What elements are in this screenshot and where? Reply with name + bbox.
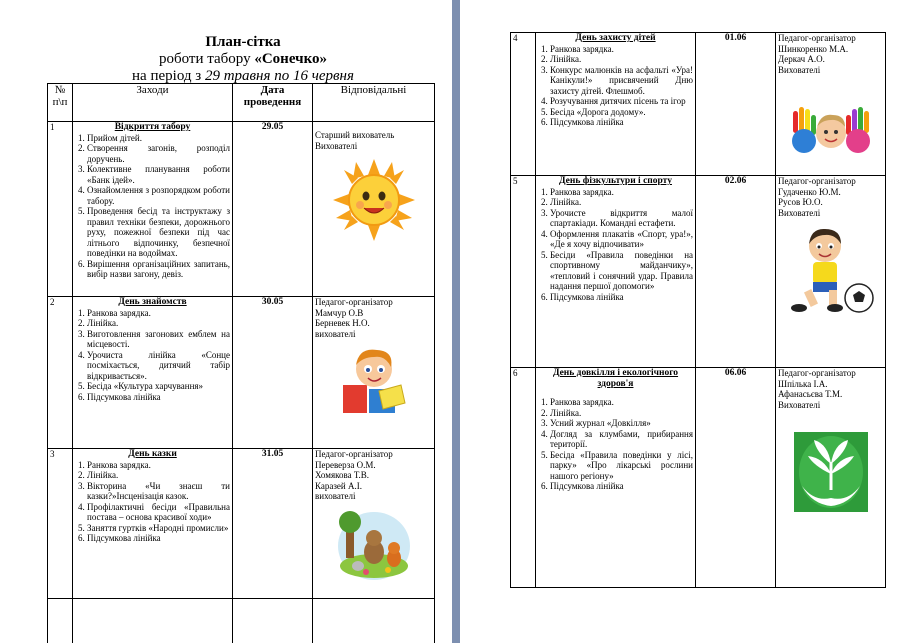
list-item: 2. Лінійка. <box>550 197 693 208</box>
list-item: 1. Ранкова зарядка. <box>550 44 693 55</box>
table-row-empty <box>48 599 435 643</box>
responsible-line: Вихователі <box>778 207 821 218</box>
document-title: План-сітка <box>205 34 281 50</box>
responsible-line: Педагог-організатор <box>315 297 393 307</box>
document-period: на період з 29 травня по 16 червня <box>132 68 354 84</box>
row-title: День казки <box>128 449 177 459</box>
list-item: 6. Підсумкова лінійка <box>550 292 693 303</box>
row-title: День знайомств <box>118 297 187 307</box>
table-row <box>48 297 435 449</box>
document-page-left <box>0 0 452 643</box>
list-item: 3. Виготовлення загонових емблем на місцевості. <box>87 329 230 350</box>
responsible-line: Хомякова Т.В. <box>315 470 369 480</box>
responsible-line: Русов Ю.О. <box>778 197 823 207</box>
list-item: 2. Лінійка. <box>550 408 693 419</box>
fairy-tale-image <box>336 508 412 580</box>
row-date: 02.06 <box>696 176 776 368</box>
table-row <box>511 176 886 368</box>
list-item: 1. Ранкова зарядка. <box>550 187 693 198</box>
row-title: День фізкультури і спорту <box>559 176 672 186</box>
row-date: 31.05 <box>233 449 313 599</box>
list-item: 2. Лінійка. <box>87 318 230 329</box>
sun-image <box>331 157 417 243</box>
activity-list <box>538 44 693 128</box>
responsible-line: Берневек Н.О. <box>315 318 370 328</box>
list-item: 4. Оформлення плакатів «Спорт, ура!», «Де я хочу відпочивати» <box>550 229 693 250</box>
list-item: 1. Ранкова зарядка. <box>87 460 230 471</box>
responsible-line: Вихователі <box>778 399 821 410</box>
list-item: 5. Бесіда «Дорога додому». <box>550 107 693 118</box>
row-responsible <box>776 368 886 588</box>
document-page-right <box>460 0 913 643</box>
responsible-line: Педагог-організатор <box>778 368 856 378</box>
row-date: 01.06 <box>696 33 776 176</box>
activity-list <box>538 397 693 492</box>
row-date: 06.06 <box>696 368 776 588</box>
row-responsible <box>776 176 886 368</box>
row-number: 2 <box>48 297 73 449</box>
football-boy-image <box>785 224 877 316</box>
row-responsible <box>313 122 435 297</box>
table-row <box>48 449 435 599</box>
list-item: 1. Прийом дітей. <box>87 133 230 144</box>
schedule-table-right <box>510 32 886 588</box>
painted-hands-image <box>789 103 873 157</box>
row-activities <box>536 368 696 588</box>
schedule-table-left <box>47 83 435 643</box>
row-responsible <box>776 33 886 176</box>
table-header-row <box>48 84 435 122</box>
list-item: 4. Ознайомлення з розпорядком роботи табору. <box>87 185 230 206</box>
activity-list <box>75 133 230 280</box>
list-item: 3. Урочисте відкриття малої спартакіади. Командні естафети. <box>550 208 693 229</box>
list-item: 2. Створення загонів, розподіл доручень. <box>87 143 230 164</box>
list-item: 3. Вікторина «Чи знаєш ти казки?»Інсценізація казок. <box>87 481 230 502</box>
responsible-line: вихователі <box>315 328 356 339</box>
eco-logo-image <box>794 432 868 512</box>
document-subtitle: роботи табору «Сонечко» <box>158 51 328 67</box>
list-item: 4. Урочиста лінійка «Сонце посміхається, дитячий табір відкривається». <box>87 350 230 382</box>
responsible-line: Педагог-організатор <box>778 176 856 186</box>
responsible-line: Педагог-організатор <box>778 33 856 43</box>
list-item: 2. Лінійка. <box>87 470 230 481</box>
list-item: 6. Підсумкова лінійка <box>550 117 693 128</box>
row-title: День захисту дітей <box>575 33 656 43</box>
row-date: 29.05 <box>233 122 313 297</box>
responsible-line: Переверза О.М. <box>315 459 376 470</box>
row-number: 1 <box>48 122 73 297</box>
list-item: 3. Конкурс малюнків на асфальті «Ура! Канікули!» присвячений Дню захисту дітей. Флешмоб. <box>550 65 693 97</box>
list-item: 6. Вирішення організаційних запитань, вибір назви загону, девіз. <box>87 259 230 280</box>
responsible-line: Мамчур О.В <box>315 307 364 318</box>
column-header-activities: Заходи <box>73 84 233 122</box>
row-activities <box>73 122 233 297</box>
page-gutter <box>452 0 460 643</box>
column-header-date: Дата проведення <box>233 84 313 122</box>
responsible-line: Педагог-організатор <box>315 449 393 459</box>
list-item: 1. Ранкова зарядка. <box>550 397 693 408</box>
responsible-line: вихователі <box>315 491 356 501</box>
row-activities <box>73 297 233 449</box>
responsible-line: Афанасьєва Т.М. <box>778 389 843 399</box>
row-date: 30.05 <box>233 297 313 449</box>
row-number: 3 <box>48 449 73 599</box>
list-item: 2. Лінійка. <box>550 54 693 65</box>
list-item: 5. Заняття гуртків «Народні промисли» <box>87 523 230 534</box>
list-item: 5. Бесіда «Культура харчування» <box>87 381 230 392</box>
list-item: 5. Бесіда «Правила поведінки у лісі, парку» «Про лікарські рослини нашого регіону» <box>550 450 693 482</box>
responsible-line: Шинкоренко М.А. <box>778 43 849 54</box>
row-activities <box>73 449 233 599</box>
list-item: 3. Усний журнал «Довкілля» <box>550 418 693 429</box>
table-row <box>511 33 886 176</box>
column-header-responsible: Відповідальні <box>313 84 435 122</box>
list-item: 5. Бесіди «Правила поведінки на спортивному майданчику», «тепловий і сонячний удар. Правила надання першої допомоги» <box>550 250 693 292</box>
activity-list <box>75 308 230 403</box>
responsible-line: Каразей А.І. <box>315 480 362 491</box>
responsible-line: Вихователі <box>778 64 821 75</box>
row-responsible <box>313 449 435 599</box>
table-row <box>48 122 435 297</box>
boy-reading-image <box>339 345 409 417</box>
row-responsible <box>313 297 435 449</box>
list-item: 6. Підсумкова лінійка <box>550 481 693 492</box>
table-row <box>511 368 886 588</box>
activity-list <box>75 460 230 544</box>
row-title: День довкілля і екологічного здоров'я <box>552 368 679 389</box>
row-number: 6 <box>511 368 536 588</box>
list-item: 1. Ранкова зарядка. <box>87 308 230 319</box>
row-number: 4 <box>511 33 536 176</box>
activity-list <box>538 187 693 303</box>
list-item: 6. Підсумкова лінійка <box>87 392 230 403</box>
list-item: 4. Профілактичні бесіди «Правильна постава – основа красивої ходи» <box>87 502 230 523</box>
column-header-number: № п\п <box>48 84 73 122</box>
list-item: 5. Проведення бесід та інструктажу з правил техніки безпеки, дорожнього руху, пожежної безпеки під час літнього відпочинку, безпечної поведінки на водоймах. <box>87 206 230 259</box>
responsible-line: Вихователі <box>315 140 358 151</box>
responsible-line: Шпілька І.А. <box>778 378 828 389</box>
list-item: 4. Розучування дитячих пісень та ігор <box>550 96 693 107</box>
list-item: 4. Догляд за клумбами, прибирання території. <box>550 429 693 450</box>
row-number: 5 <box>511 176 536 368</box>
list-item: 6. Підсумкова лінійка <box>87 533 230 544</box>
responsible-line: Деркач А.О. <box>778 54 825 64</box>
row-activities <box>536 33 696 176</box>
responsible-line: Гудаченко Ю.М. <box>778 186 841 197</box>
row-title: Відкриття табору <box>114 122 191 132</box>
list-item: 3. Колективне планування роботи «Банк ідей». <box>87 164 230 185</box>
responsible-line: Старший вихователь <box>315 130 395 140</box>
row-activities <box>536 176 696 368</box>
